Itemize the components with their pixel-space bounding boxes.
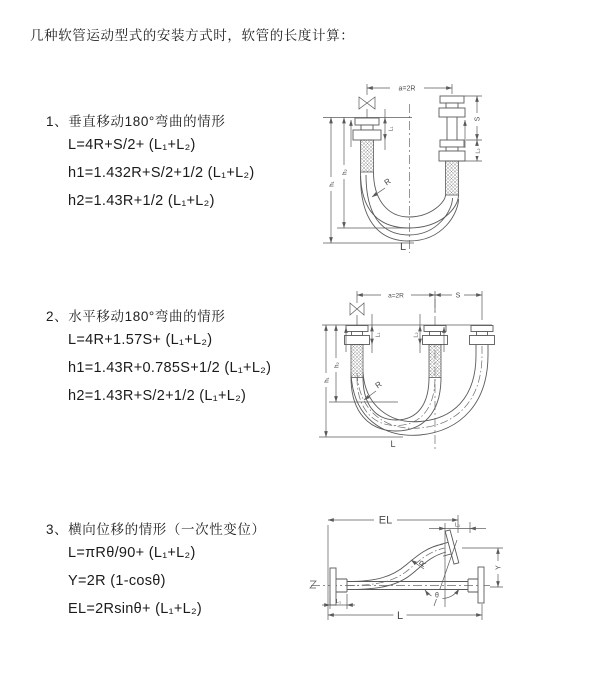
dim-label-l2: L₂ [475,148,482,154]
section-1-formula-L: L=4R+S/2+ (L₁+L₂) [68,137,196,153]
section-1-formula-h2: h2=1.43R+1/2 (L₁+L₂) [68,193,215,209]
section-3-heading: 3、横向位移的情形（一次性变位） [46,522,266,537]
valve-icon [367,97,375,109]
valve-icon [359,97,367,109]
dim-label-el: EL [378,514,393,527]
section-3-formula-L: L=πRθ/90+ (L₁+L₂) [68,545,196,561]
dim-label-l2: L₂ [413,332,420,338]
horizontal-180-bend-diagram [300,283,600,458]
dim-label-h2: h₂ [334,362,341,368]
section-2-formula-L: L=4R+1.57S+ (L₁+L₂) [68,332,213,348]
dim-label-l1: L₁ [388,126,395,132]
length-label: L [390,439,396,449]
dimension-lines [322,513,503,623]
dim-label-s: S [455,292,461,300]
centerline-break-mark [310,581,316,588]
length-label: L [399,241,407,253]
dim-label-h1: h₁ [329,181,336,187]
displaced-hose [347,544,446,590]
right-end-fitting [439,96,465,195]
valve-icon [350,303,357,315]
dim-label-h1: h₁ [324,377,331,383]
braided-hose-section [429,345,441,378]
dim-label-l: L [396,610,404,622]
dim-label-s: S [474,116,482,122]
section-2-formula-h1: h1=1.43R+0.785S+1/2 (L₁+L₂) [68,360,272,376]
right-end-fitting [470,326,495,345]
dim-label-a2r: a=2R [398,85,416,93]
dim-label-l1-top: L₁ [455,522,460,529]
radius-label: R [373,379,384,391]
angle-label: θ [435,592,439,600]
dim-label-y: Y [495,565,503,570]
dim-label-l1: L₁ [375,332,382,338]
braided-hose-section [446,161,459,195]
page-title: 几种软管运动型式的安装方式时，软管的长度计算： [30,28,355,43]
right-end-fitting [468,567,484,603]
dim-label-l1-left: L₁ [336,599,341,605]
section-1-heading: 1、垂直移动180°弯曲的情形 [46,114,226,129]
hose-u-shapes [351,345,488,436]
braided-hose-section [351,345,363,378]
dim-label-h2: h₂ [342,169,349,175]
displaced-end-fitting [437,530,459,566]
left-end-fitting [353,97,381,172]
valve-icon [357,303,364,315]
section-3-formula-Y: Y=2R (1-cosθ) [68,573,166,589]
left-end-fitting [345,303,370,378]
section-2-heading: 2、水平移动180°弯曲的情形 [46,309,226,324]
radius-label: R [382,176,393,188]
braided-hose-section [361,140,374,172]
section-1-formula-h1: h1=1.432R+S/2+1/2 (L₁+L₂) [68,165,255,181]
dim-label-a2r: a=2R [388,292,404,300]
construction-lines [425,523,459,607]
section-2-formula-h2: h2=1.43R+S/2+1/2 (L₁+L₂) [68,388,247,404]
section-3-formula-EL: EL=2Rsinθ+ (L₁+L₂) [68,601,203,617]
lateral-displacement-diagram [298,504,600,628]
vertical-180-bend-diagram [300,70,600,265]
radius-label: R [417,558,428,569]
